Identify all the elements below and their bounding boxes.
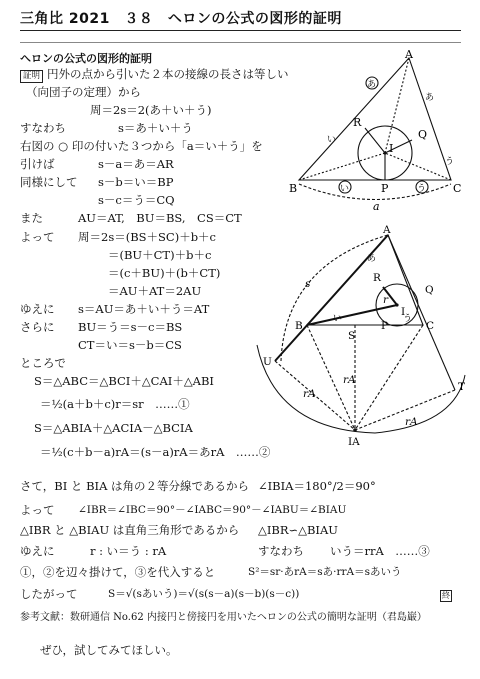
proof-line-3: 周＝2s＝2(あ＋い＋う) <box>90 103 212 117</box>
proof-line-6-label: 引けば <box>20 157 55 171</box>
vertex-a-2: A <box>383 225 391 236</box>
point-u-2: U <box>263 356 272 368</box>
proof-line-1 <box>20 66 289 83</box>
label-r: r <box>383 294 389 306</box>
label-a-2: あ <box>425 93 435 103</box>
proof-line-15-label: さらに <box>20 320 55 334</box>
proof-line-18: S＝△ABC＝△BCI＋△CAI＋△ABI <box>34 374 214 388</box>
end-mark: 終 <box>442 591 450 600</box>
proof-line-19: ＝½(a＋b＋c)r＝sr ……① <box>40 397 190 411</box>
vertex-c-2: C <box>426 320 435 332</box>
proof-line-25-eq: いう＝rrA ……③ <box>330 544 430 558</box>
proof-line-11: ＝(BU＋CT)＋b＋c <box>108 248 212 262</box>
point-t-2: T <box>458 381 466 393</box>
proof-line-16: CT＝い＝s－b＝CS <box>78 338 182 352</box>
proof-line-14: s＝AU＝あ＋い＋う＝AT <box>78 302 210 316</box>
proof-line-17: ところで <box>20 356 66 370</box>
figure-excircle <box>255 225 470 450</box>
figure-incircle <box>285 50 470 215</box>
proof-badge: 証明 <box>20 70 43 83</box>
proof-line-5: 右図の ○ 印の付いた３つから「a＝い＋う」を <box>20 139 263 153</box>
point-p-2: P <box>381 320 389 332</box>
closing-note: ぜひ，試してみてほしい。 <box>40 643 178 657</box>
header-rule <box>20 30 461 31</box>
proof-line-26-eq: S²＝sr·あrA＝sあ·rrA＝sあいう <box>248 566 402 578</box>
header-rule-thin <box>20 42 461 43</box>
label-i-1: い <box>327 135 337 145</box>
label-a-circled: あ <box>367 80 377 90</box>
proof-line-23-label: よって <box>20 503 55 517</box>
reference: 参考文献：数研通信 No.62 内接円と傍接円を用いたヘロンの公式の簡明な証明（君島巌） <box>20 612 427 623</box>
proof-line-8: s－c＝う＝CQ <box>98 193 175 207</box>
proof-line-4: s＝あ＋い＋う <box>118 121 193 135</box>
point-i-2: I <box>401 306 406 318</box>
vertex-b: B <box>289 182 298 195</box>
proof-line-10: 周＝2s＝(BS＋SC)＋b＋c <box>78 230 216 244</box>
excircle-arc <box>257 345 465 433</box>
proof-line-14-label: ゆえに <box>20 302 55 316</box>
point-s-2: S <box>348 330 356 342</box>
label-side-a: a <box>373 200 380 213</box>
proof-line-24-eq: △IBR∽△BIAU <box>258 523 338 537</box>
section-title: ヘロンの公式の図形的証明 <box>20 52 152 65</box>
point-q-2: Q <box>425 284 434 296</box>
proof-line-12: ＝(c＋BU)＋(b＋CT) <box>108 266 221 280</box>
label-u-1: う <box>445 157 455 167</box>
label-ra-2: rA <box>303 388 316 400</box>
vertex-c: C <box>453 182 462 195</box>
vertex-a: A <box>405 50 413 61</box>
label-a-fig2: あ <box>367 254 377 264</box>
proof-line-13: ＝AU＋AT＝2AU <box>108 284 202 298</box>
triangle-abc <box>299 58 451 180</box>
proof-line-27-label: したがって <box>20 587 78 601</box>
proof-line-27: S＝√(sあいう)＝√(s(s－a)(s－b)(s－c)) <box>108 588 300 600</box>
label-ra-1: rA <box>343 374 356 386</box>
bisector-ci <box>385 153 451 180</box>
point-q: Q <box>418 128 428 141</box>
proof-line-9-label: また <box>20 211 43 225</box>
proof-line-9: AU＝AT, BU＝BS, CS＝CT <box>78 211 242 225</box>
line-at <box>388 235 455 390</box>
proof-line-15: BU＝う＝s－c＝BS <box>78 320 183 334</box>
point-ia-2: IA <box>348 436 360 448</box>
incenter-dot-2 <box>395 303 398 306</box>
excenter-dot <box>353 428 357 432</box>
label-u-circled: う <box>417 184 427 194</box>
point-r-2: R <box>373 272 381 284</box>
point-r: R <box>353 116 362 129</box>
proof-line-6: s－a＝あ＝AR <box>98 157 174 171</box>
proof-line-21: ＝½(c＋b－a)rA＝(s－a)rA＝あrA ……② <box>40 445 271 459</box>
excenter-c <box>355 325 423 430</box>
proof-line-24: △IBR と △BIAU は直角三角形であるから <box>20 523 240 537</box>
label-ra-3: rA <box>405 416 418 428</box>
proof-line-10-label: よって <box>20 230 55 244</box>
label-s: s <box>305 278 311 290</box>
proof-line-2: （向団子の定理）から <box>26 85 141 99</box>
label-i-fig2: い <box>333 314 343 324</box>
proof-line-23: ∠IBR＝∠IBC＝90°－∠IABC＝90°－∠IABU＝∠BIAU <box>78 504 347 516</box>
bisector-ai <box>385 58 409 153</box>
proof-line-4-label: すなわち <box>20 121 66 135</box>
proof-text: 円外の点から引いた２本の接線の長さは等しい <box>47 67 289 81</box>
proof-line-20: S＝△ABIA＋△ACIA－△BCIA <box>34 421 193 435</box>
incenter-dot <box>383 151 386 154</box>
label-u-fig2: う <box>403 314 413 324</box>
radius-ir <box>365 128 385 153</box>
proof-line-22-eq: ∠IBIA＝180°/2＝90° <box>258 479 376 493</box>
proof-line-22: さて，BI と BIA は角の２等分線であるから <box>20 479 250 493</box>
proof-line-7: s－b＝い＝BP <box>98 175 174 189</box>
label-i-circled: い <box>340 184 350 194</box>
vertex-b-2: B <box>295 320 303 332</box>
proof-line-25: r : い＝う : rA <box>90 544 167 558</box>
page-title: 三角比 2021 ３８ ヘロンの公式の図形的証明 <box>20 11 342 27</box>
proof-line-26: ①，②を辺々掛けて，③を代入すると <box>20 565 216 579</box>
proof-line-25-label: ゆえに <box>20 544 55 558</box>
proof-line-7-label: 同様にして <box>20 175 78 189</box>
point-p: P <box>381 182 389 195</box>
point-i: I <box>389 142 394 155</box>
proof-line-25-label2: すなわち <box>258 544 304 558</box>
